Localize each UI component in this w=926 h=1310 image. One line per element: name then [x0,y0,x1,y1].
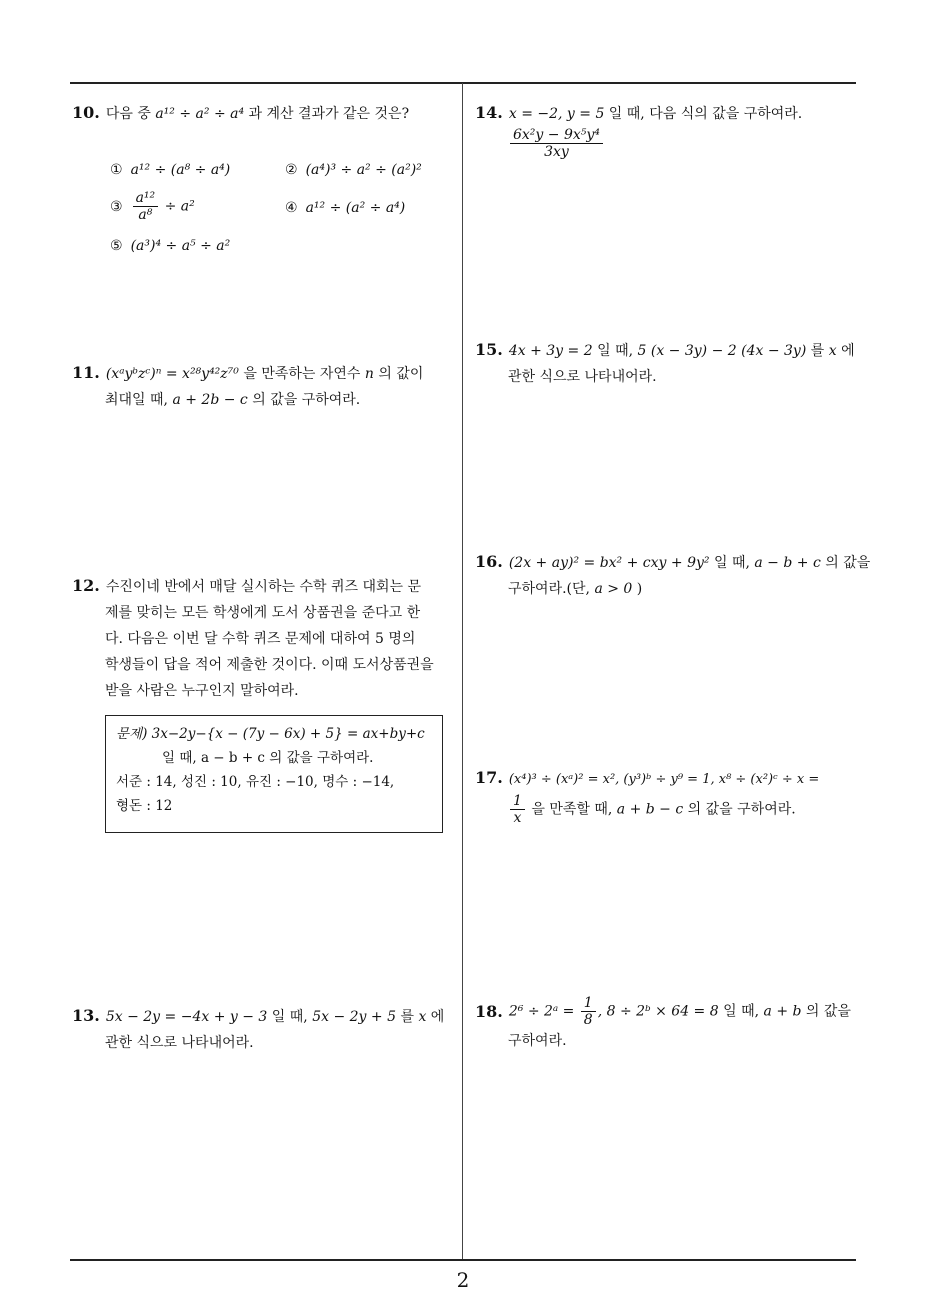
problem-text: 를 [396,1009,419,1025]
problem-expression: a − b + c [754,555,821,571]
problem-expression: (xᵃyᵇzᶜ)ⁿ = x²⁸y⁴²z⁷⁰ [105,366,239,382]
problem-line [475,100,860,127]
problem-variable: x [418,1009,427,1025]
choice-mark: ④ [285,200,298,216]
problem-text: 에 [426,1009,445,1025]
box-line: 문제) 3x−2y−{x − (7y − 6x) + 5} = ax+by+c [116,726,425,742]
problem-number: 16. [475,552,503,571]
problem-text: 에 [836,343,855,359]
fraction-denominator: x [513,810,522,826]
problem-text: 일 때, [267,1009,313,1025]
problem-line [72,360,457,387]
problem-17 [475,765,865,826]
problem-expression: a + b − c [616,801,684,818]
choice-mark: ⑤ [110,238,123,254]
problem-line: 제를 맞히는 모든 학생에게 도서 상품권을 준다고 한 [105,605,421,621]
problem-text: 의 값을 구하여라. [247,392,361,408]
problem-15 [475,337,865,390]
choice-5 [110,238,230,254]
problem-expression: a¹² ÷ a² ÷ a⁴ [155,106,245,122]
problem-text: 일 때, 다음 식의 값을 구하여라. [604,106,803,122]
problem-expression: 4x + 3y = 2 [508,343,593,359]
problem-text: 수진이네 반에서 매달 실시하는 수학 퀴즈 대회는 문 [105,579,421,595]
problem-text: 최대일 때, [105,392,173,408]
choice-expression: (a⁴)³ ÷ a² ÷ (a²)² [305,162,422,178]
problem-line: 다. 다음은 이번 달 수학 퀴즈 문제에 대하여 5 명의 [105,631,416,647]
problem-number: 10. [72,103,100,122]
problem-expression: , 8 ÷ 2ᵇ × 64 = 8 [597,1003,719,1020]
problem-line: 받을 사람은 누구인지 말하여라. [105,683,299,699]
problem-line [475,549,871,576]
problem-line [475,793,865,826]
problem-line: 구하여라. [508,1033,567,1049]
fraction-denominator: 3xy [544,144,569,160]
problem-expression: (x⁴)³ ÷ (xᵃ)² = x², (y³)ᵇ ÷ y⁹ = 1, x⁸ ÷ (x²)ᶜ ÷ x = [508,772,820,787]
problem-text: 일 때, [709,555,755,571]
problem-text: 다음 중 [105,106,156,122]
problem-expression: a > 0 [594,581,633,597]
choice-fraction [133,190,159,223]
bottom-rule [70,1259,856,1261]
problem-line: 학생들이 답을 적어 제출한 것이다. 이때 도서상품권을 [105,657,434,673]
top-rule [70,82,856,84]
problem-number: 12. [72,576,100,595]
box-line: 형돈 : 12 [116,798,173,814]
problem-text: 을 만족할 때, [526,801,617,818]
problem-line: 관한 식으로 나타내어라. [508,369,657,385]
problem-fraction [581,995,596,1028]
choice-mark: ③ [110,198,123,215]
problem-line [475,337,865,364]
problem-text: 의 값을 구하여라. [683,801,796,818]
problem-fraction [510,793,525,826]
problem-expression: (2x + ay)² = bx² + cxy + 9y² [508,555,710,571]
problem-10 [72,100,457,127]
box-line: 일 때, a − b + c 의 값을 구하여라. [162,750,374,766]
problem-11 [72,360,457,413]
problem-text: ) [632,581,643,597]
fraction-denominator: 8 [583,1012,593,1028]
problem-13 [72,1003,457,1056]
problem-expression: 5x − 2y = −4x + y − 3 [105,1009,268,1025]
problem-variable: n [364,366,374,382]
problem-text: 를 [806,343,829,359]
problem-expression: a + 2b − c [172,392,248,408]
problem-18 [475,995,865,1054]
problem-line [475,765,865,793]
problem-number: 13. [72,1006,100,1025]
problem-line [475,995,865,1028]
problem-number: 17. [475,768,503,787]
problem-text: 을 만족하는 자연수 [238,366,365,382]
choice-4 [285,200,405,216]
fraction-numerator: 1 [510,793,525,810]
problem-number: 18. [475,1001,503,1021]
box-line: 서준 : 14, 성진 : 10, 유진 : −10, 명수 : −14, [116,774,395,790]
problem-line [72,573,457,600]
problem-text: 일 때, [718,1003,764,1020]
problem-text: 일 때, [592,343,638,359]
problem-12-box [105,715,443,833]
problem-14 [475,100,860,160]
choice-3 [110,190,195,223]
problem-line [475,127,860,160]
problem-number: 14. [475,103,503,122]
problem-line: 관한 식으로 나타내어라. [105,1035,254,1051]
problem-16 [475,549,871,602]
problem-expression: 5 (x − 3y) − 2 (4x − 3y) [637,343,807,359]
choice-mark: ① [110,162,123,178]
fraction-numerator: a¹² [133,190,159,207]
problem-line [72,387,457,413]
choice-expression: a¹² ÷ (a² ÷ a⁴) [305,200,406,216]
problem-text: 과 계산 결과가 같은 것은? [244,106,410,122]
problem-expression: x = −2, y = 5 [508,106,605,122]
column-divider [462,83,463,1260]
choice-expression: ÷ a² [160,198,195,215]
problem-expression: 2⁶ ÷ 2ᵃ = [508,1003,579,1020]
problem-text: 의 값을 [820,555,871,571]
problem-line [72,1003,457,1030]
problem-number: 11. [72,363,100,382]
problem-expression: a + b [763,1003,802,1020]
problem-expression: 5x − 2y + 5 [312,1009,396,1025]
problem-line [475,576,865,602]
fraction-numerator: 1 [581,995,596,1012]
fraction-denominator: a⁸ [138,207,153,223]
fraction-numerator: 6x²y − 9x⁵y⁴ [510,127,603,144]
problem-variable: x [828,343,837,359]
choice-expression: a¹² ÷ (a⁸ ÷ a⁴) [130,162,231,178]
problem-text: 구하여라.(단, [508,581,595,597]
problem-12 [72,573,457,704]
problem-number: 15. [475,340,503,359]
choice-2 [285,162,422,178]
choice-mark: ② [285,162,298,178]
problem-text: 의 값이 [373,366,424,382]
problem-text: 의 값을 [801,1003,851,1020]
choice-expression: (a³)⁴ ÷ a⁵ ÷ a² [130,238,231,254]
page-number: 2 [456,1268,470,1292]
choice-1 [110,162,230,178]
problem-fraction [510,127,603,160]
